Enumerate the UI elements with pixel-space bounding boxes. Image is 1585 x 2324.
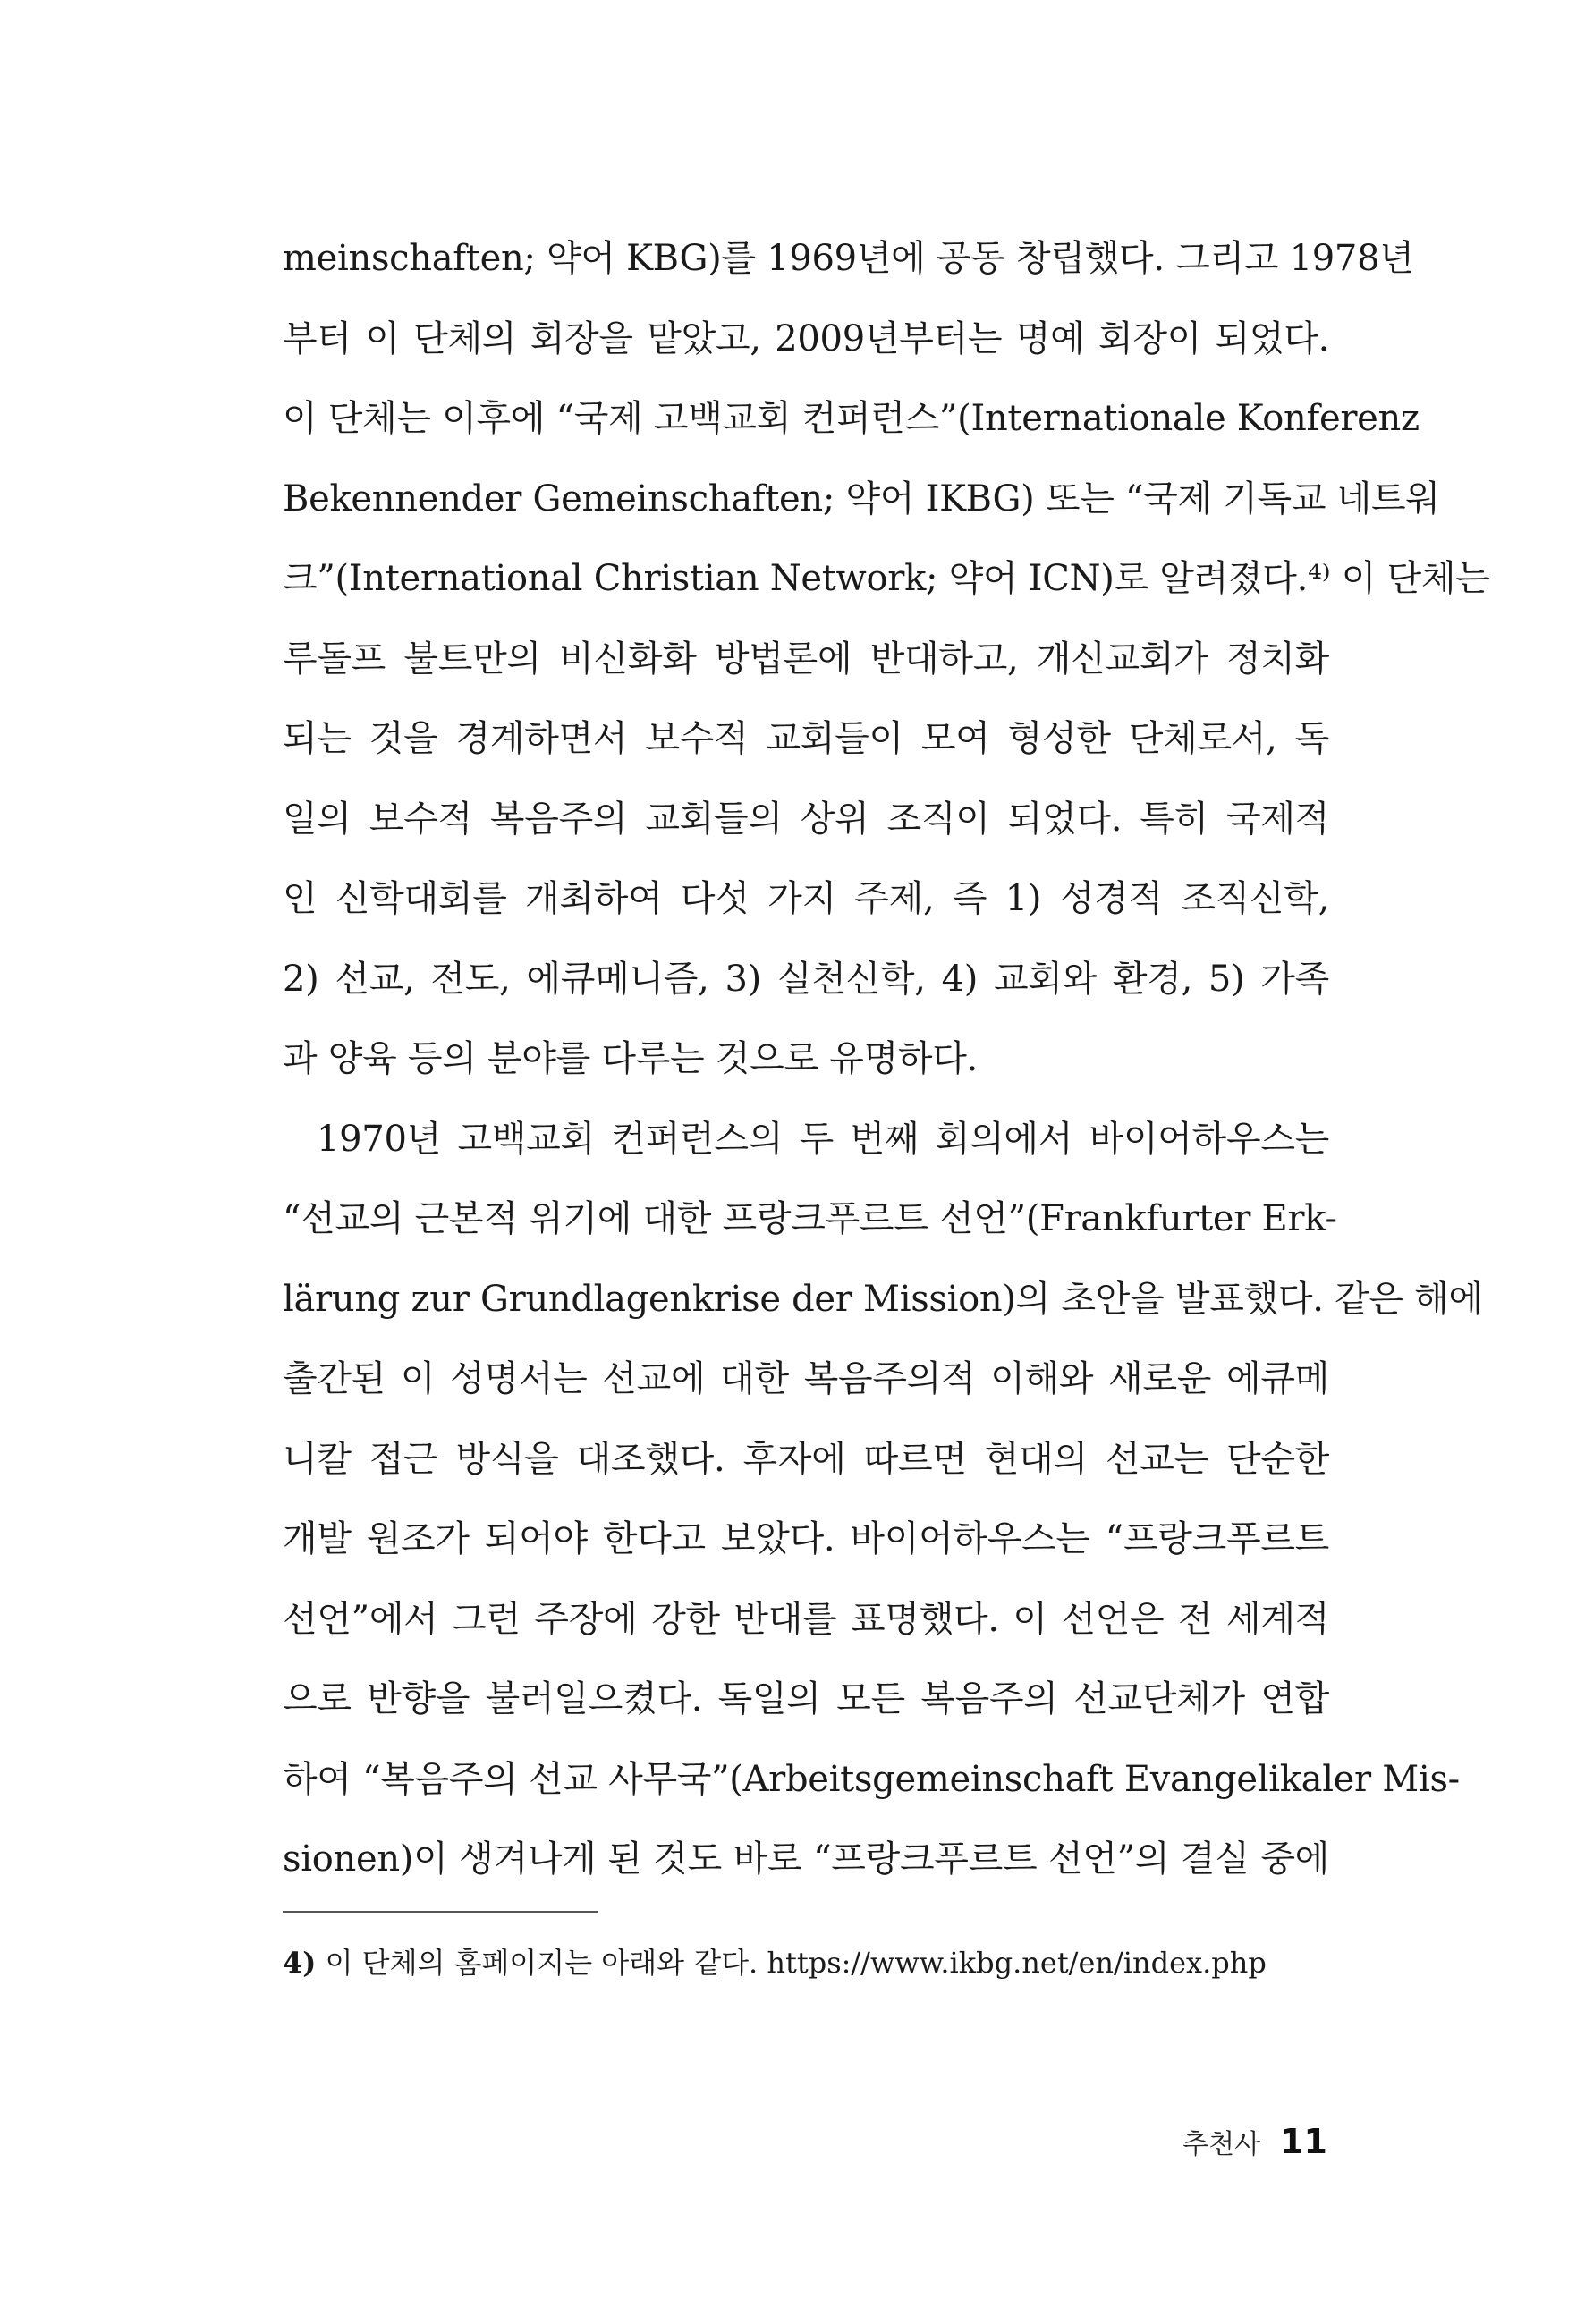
text-line: 일의 보수적 복음주의 교회들의 상위 조직이 되었다. 특히 국제적 xyxy=(283,798,1329,840)
text-line: 하여 “복음주의 선교 사무국”(Arbeitsgemeinschaft Evangelikaler Mis- xyxy=(283,1758,1460,1800)
text-line: 니칼 접근 방식을 대조했다. 후자에 따르면 현대의 선교는 단순한 xyxy=(283,1438,1329,1480)
footnote-divider xyxy=(283,1911,598,1913)
text-line: meinschaften; 약어 KBG)를 1969년에 공동 창립했다. 그리고 1978년 xyxy=(283,238,1414,279)
paragraph-start-line: 1970년 고백교회 컨퍼런스의 두 번째 회의에서 바이어하우스는 xyxy=(317,1118,1329,1160)
text-line: 2) 선교, 전도, 에큐메니즘, 3) 실천신학, 4) 교회와 환경, 5) 가족 xyxy=(283,958,1329,1000)
text-line: 루돌프 불트만의 비신화화 방법론에 반대하고, 개신교회가 정치화 xyxy=(283,638,1329,680)
text-line: sionen)이 생겨나게 된 것도 바로 “프랑크푸르트 선언”의 결실 중에 xyxy=(283,1838,1329,1880)
text-line: 인 신학대회를 개최하여 다섯 가지 주제, 즉 1) 성경적 조직신학, xyxy=(283,878,1329,919)
text-line: 으로 반향을 불러일으켰다. 독일의 모든 복음주의 선교단체가 연합 xyxy=(283,1678,1329,1720)
text-line: 개발 원조가 되어야 한다고 보았다. 바이어하우스는 “프랑크푸르트 xyxy=(283,1518,1329,1559)
footnote-number: 4) xyxy=(283,1946,317,1980)
text-line: 출간된 이 성명서는 선교에 대한 복음주의적 이해와 새로운 에큐메 xyxy=(283,1358,1329,1399)
text-line: 크”(International Christian Network; 약어 ICN)로 알려졌다.⁴⁾ 이 단체는 xyxy=(283,558,1490,599)
footnote-text: 이 단체의 홈페이지는 아래와 같다. https://www.ikbg.net/en/index.php xyxy=(325,1946,1267,1980)
text-line: 이 단체는 이후에 “국제 고백교회 컨퍼런스”(Internationale Konferenz xyxy=(283,398,1420,439)
body-text xyxy=(283,219,1490,1900)
text-line: “선교의 근본적 위기에 대한 프랑크푸르트 선언”(Frankfurter Erk- xyxy=(283,1198,1337,1239)
text-line: 선언”에서 그런 주장에 강한 반대를 표명했다. 이 선언은 전 세계적 xyxy=(283,1598,1329,1640)
running-section-title: 추천사 xyxy=(1182,2129,1261,2160)
paragraph-end-line: 과 양육 등의 분야를 다루는 것으로 유명하다. xyxy=(283,1038,979,1079)
page-number: 11 xyxy=(1280,2122,1327,2161)
text-line: 되는 것을 경계하면서 보수적 교회들이 모여 형성한 단체로서, 독 xyxy=(283,718,1329,759)
page-footer xyxy=(1182,2122,1327,2161)
text-line: lärung zur Grundlagenkrise der Mission)의 초안을 발표했다. 같은 해에 xyxy=(283,1278,1483,1320)
footnote xyxy=(283,1945,1267,1981)
text-line: Bekennender Gemeinschaften; 약어 IKBG) 또는 “국제 기독교 네트워 xyxy=(283,477,1440,520)
text-line: 부터 이 단체의 회장을 맡았고, 2009년부터는 명예 회장이 되었다. xyxy=(283,317,1329,359)
